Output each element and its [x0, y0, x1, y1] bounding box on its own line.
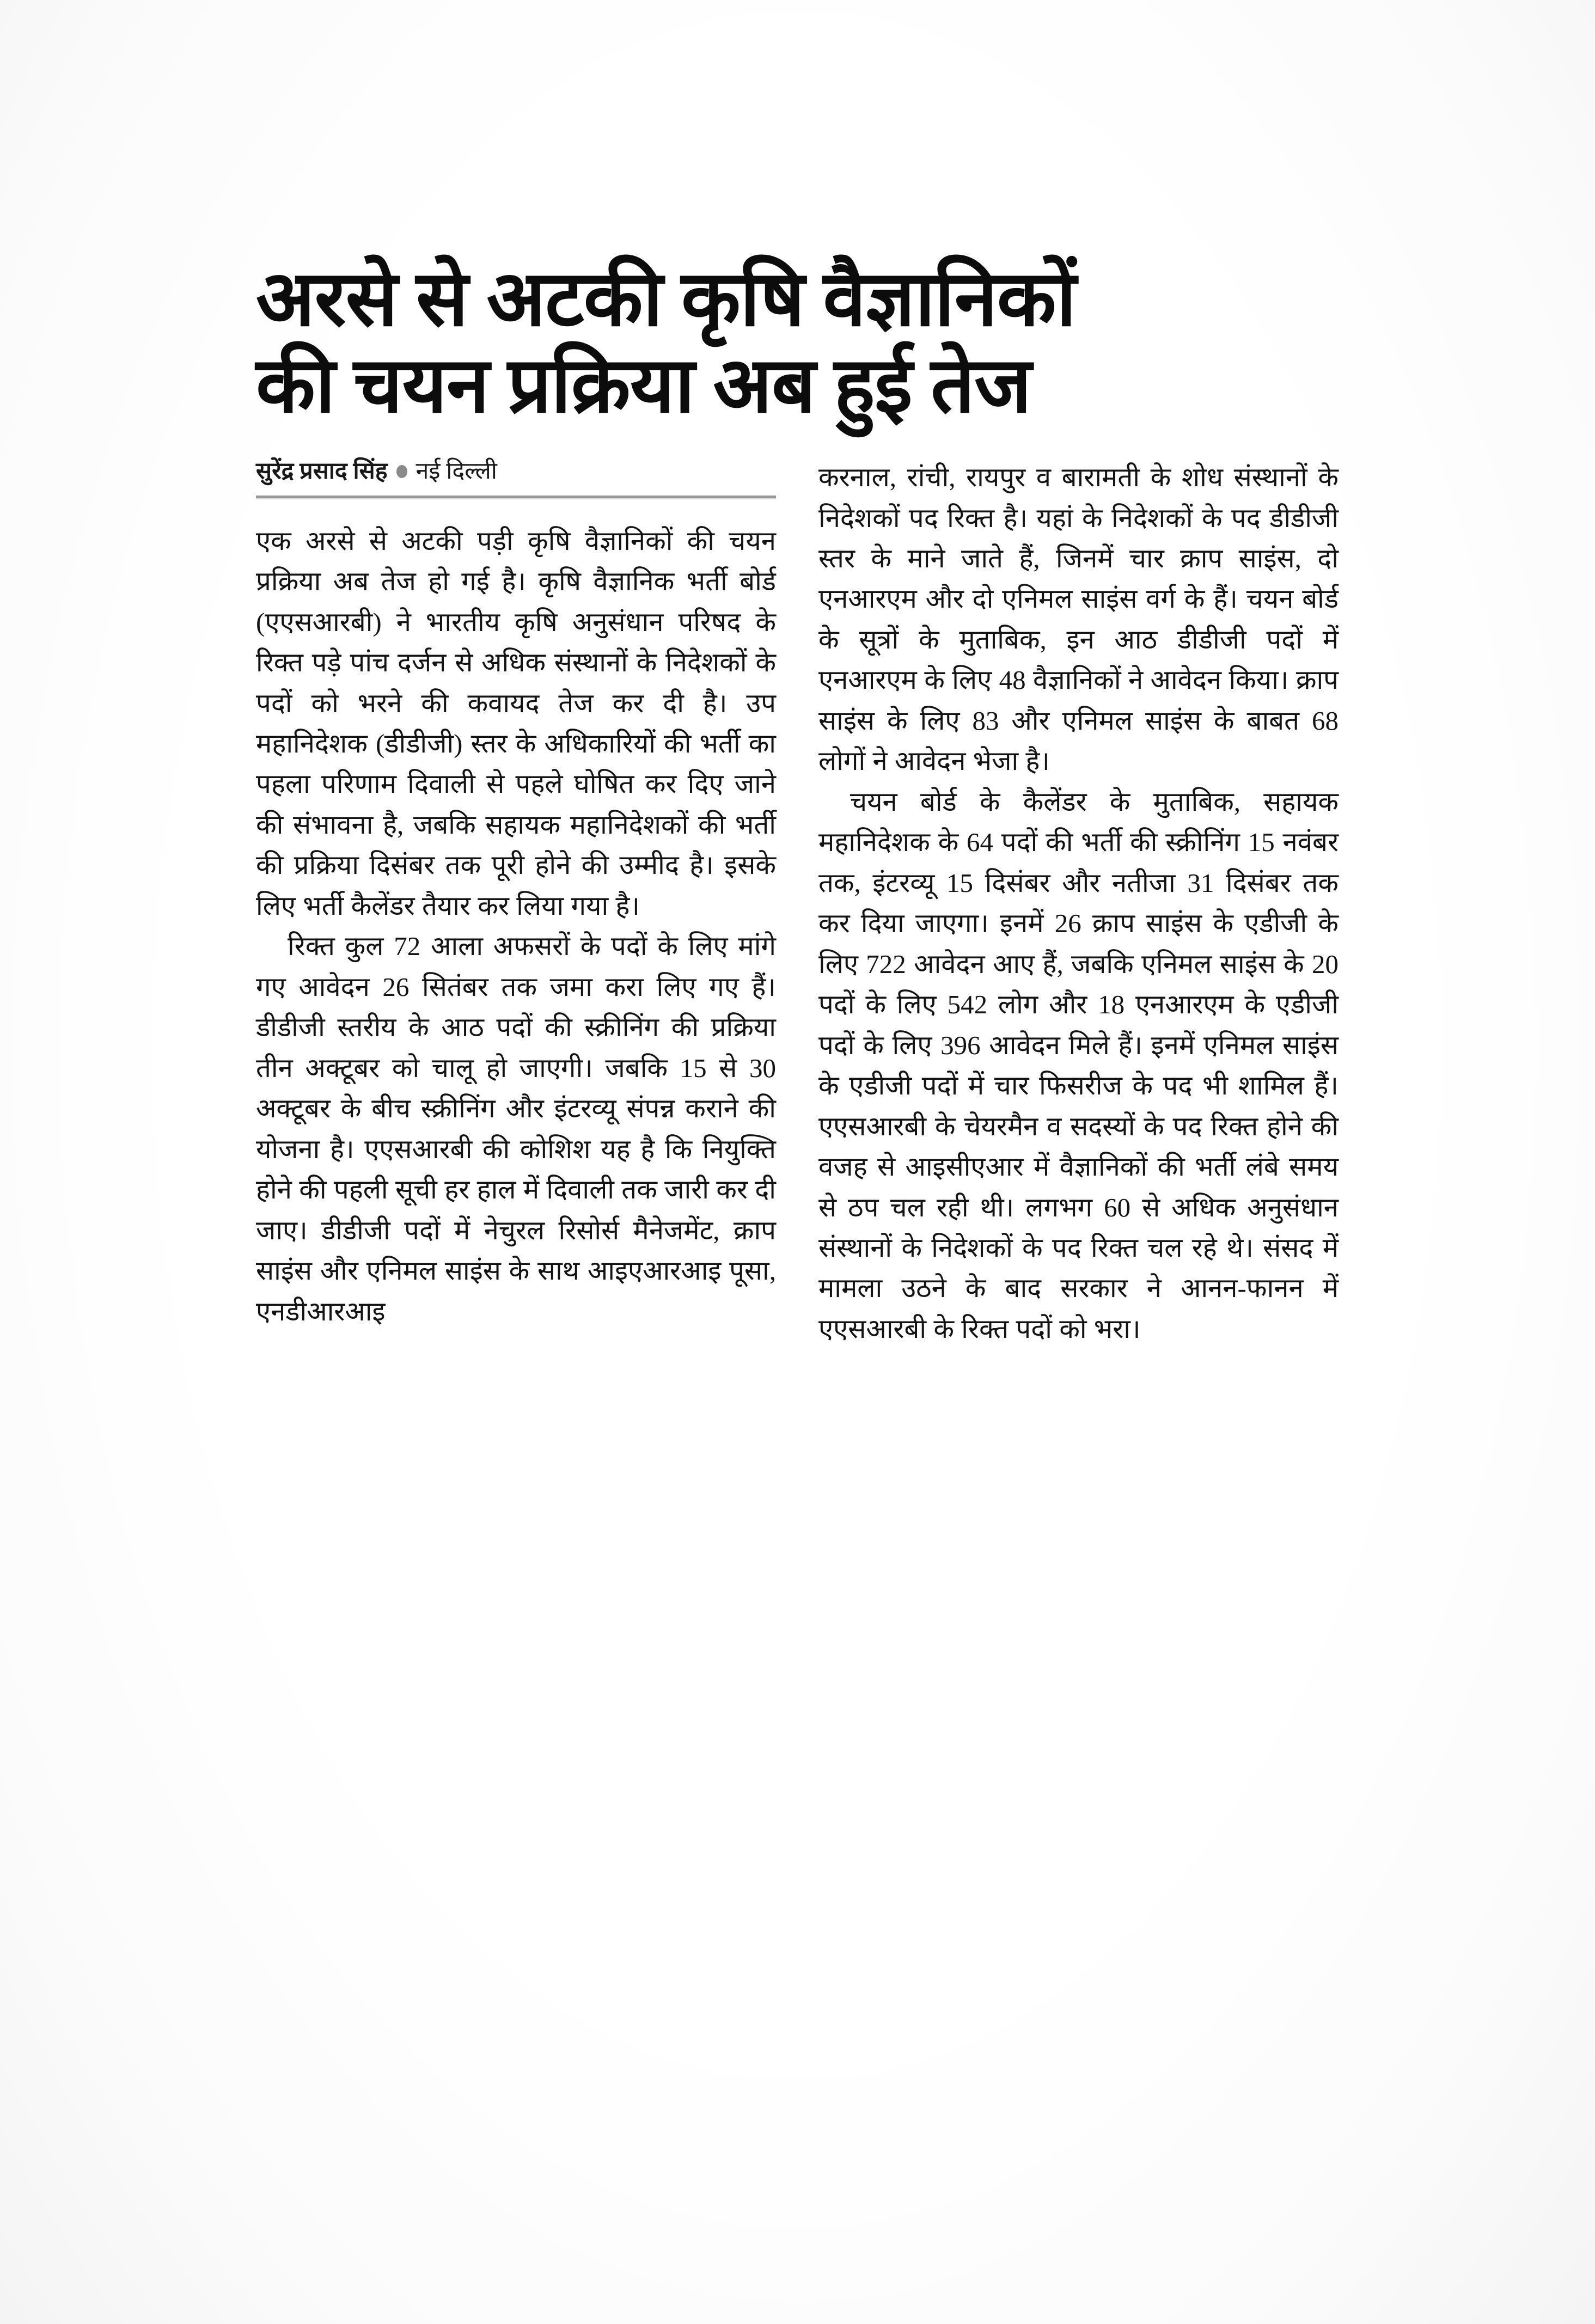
headline-line-1: अरसे से अटकी कृषि वैज्ञानिकों	[256, 256, 1076, 342]
paragraph: रिक्त कुल 72 आला अफसरों के पदों के लिए मांगे गए आवेदन 26 सितंबर तक जमा करा लिए गए हैं। डीडीजी स्तरीय के आठ पदों की स्क्रीनिंग की प्रक्रिया तीन अक्टूबर को चालू हो जाएगी। जबकि 15 से 30 अक्टूबर के बीच स्क्रीनिंग और इंटरव्यू संपन्न कराने की योजना है। एएसआरबी की कोशिश यह है कि नियुक्ति होने की पहली सूची हर हाल में दिवाली तक जारी कर दी जाए। डीडीजी पदों में नेचुरल रिसोर्स मैनेजमेंट, क्राप साइंस और एनिमल साइंस के साथ आइएआरआइ पूसा, एनडीआरआइ	[256, 931, 776, 1326]
paragraph: करनाल, रांची, रायपुर व बारामती के शोध संस्थानों के निदेशकों पद रिक्त है। यहां के निदेशकों के पद डीडीजी स्तर के माने जाते हैं, जिनमें चार क्राप साइंस, दो एनआरएम और दो एनिमल साइंस वर्ग के हैं। चयन बोर्ड के सूत्रों के मुताबिक, इन आठ डीडीजी पदों में एनआरएम के लिए 48 वैज्ञानिकों ने आवेदन किया। क्राप साइंस के लिए 83 और एनिमल साइंस के बाबत 68 लोगों ने आवेदन भेजा है।	[818, 462, 1339, 776]
headline-line-2: की चयन प्रक्रिया अब हुई तेज	[256, 343, 1031, 429]
byline	[256, 457, 776, 486]
paragraph: एक अरसे से अटकी पड़ी कृषि वैज्ञानिकों की चयन प्रक्रिया अब तेज हो गई है। कृषि वैज्ञानिक भर्ती बोर्ड (एएसआरबी) ने भारतीय कृषि अनुसंधान परिषद के रिक्त पड़े पांच दर्जन से अधिक संस्थानों के निदेशकों के पदों को भरने की कवायद तेज कर दी है। उप महानिदेशक (डीडीजी) स्तर के अधिकारियों की भर्ती का पहला परिणाम दिवाली से पहले घोषित कर दिए जाने की संभावना है, जबकि सहायक महानिदेशकों की भर्ती की प्रक्रिया दिसंबर तक पूरी होने की उम्मीद है। इसके लिए भर्ती कैलेंडर तैयार कर लिया गया है।	[256, 525, 776, 921]
article-column-2	[818, 457, 1339, 1349]
article-column-1	[256, 457, 776, 1332]
page-title	[256, 256, 1340, 429]
news-article-clipping	[256, 256, 1340, 2053]
bullet-separator-icon	[396, 465, 407, 478]
byline-divider	[256, 496, 776, 498]
byline-author: सुरेंद्र प्रसाद सिंह	[256, 458, 388, 485]
byline-dateline: नई दिल्ली	[415, 458, 497, 485]
article-columns	[256, 457, 1340, 1349]
paragraph: चयन बोर्ड के कैलेंडर के मुताबिक, सहायक महानिदेशक के 64 पदों की भर्ती की स्क्रीनिंग 15 नवंबर तक, इंटरव्यू 15 दिसंबर और नतीजा 31 दिसंबर तक कर दिया जाएगा। इनमें 26 क्राप साइंस के एडीजी के लिए 722 आवेदन आए हैं, जबकि एनिमल साइंस के 20 पदों के लिए 542 लोग और 18 एनआरएम के एडीजी पदों के लिए 396 आवेदन मिले हैं। इनमें एनिमल साइंस के एडीजी पदों में चार फिसरीज के पद भी शामिल हैं। एएसआरबी के चेयरमैन व सदस्यों के पद रिक्त होने की वजह से आइसीएआर में वैज्ञानिकों की भर्ती लंबे समय से ठप चल रही थी। लगभग 60 से अधिक अनुसंधान संस्थानों के निदेशकों के पद रिक्त चल रहे थे। संसद में मामला उठने के बाद सरकार ने आनन-फानन में एएसआरबी के रिक्त पदों को भरा।	[818, 786, 1339, 1344]
